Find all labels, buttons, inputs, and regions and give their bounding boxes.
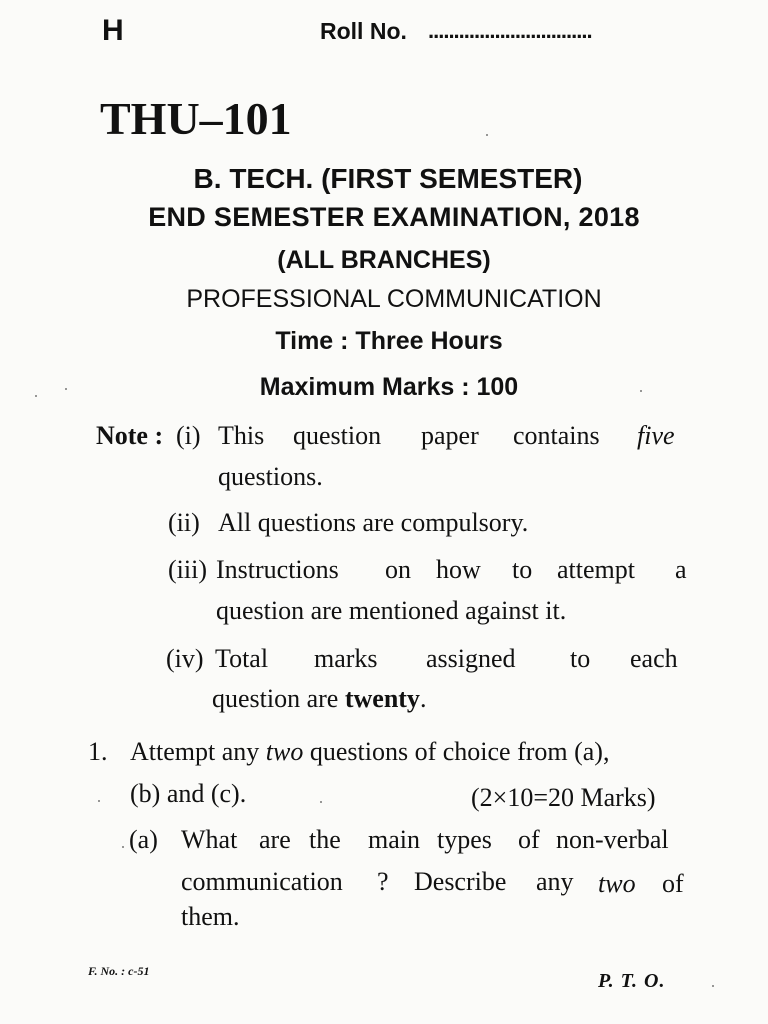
maximum-marks: Maximum Marks : 100 [259,373,519,401]
note-4-emphasis: twenty [344,684,420,713]
scan-speck [486,134,488,136]
paper-series: H [102,14,124,47]
note-3-word: a [675,555,687,584]
roll-number-label: Roll No. [320,18,407,44]
note-1-word: contains [513,421,600,450]
note-4-word: Total [215,644,269,673]
note-4-word: marks [314,644,378,673]
note-1-continuation: questions. [218,462,323,491]
scan-speck [320,801,322,803]
note-3-word: to [512,555,533,584]
question-1-marks: (2×10=20 Marks) [471,783,656,812]
subject-title: PROFESSIONAL COMMUNICATION [186,285,602,313]
note-1-word: This [218,421,265,450]
note-3-word: Instructions [216,555,339,584]
branches: (ALL BRANCHES) [277,246,491,274]
question-1-instruction [130,737,609,767]
question-1a-word: of [662,869,684,898]
question-1-options: (b) and (c). [130,779,247,808]
note-4-number: (iv) [166,644,204,673]
file-number: F. No. : c-51 [88,964,150,978]
note-3-number: (iii) [168,555,207,584]
scan-speck [35,395,37,397]
note-4-continuation-text: question are [212,684,345,713]
note-4-period: . [419,684,427,713]
question-1a-word: What [181,825,238,854]
please-turn-over: P. T. O. [598,970,666,992]
question-1a-word: non-verbal [556,825,669,854]
question-1a-word: of [518,825,540,854]
question-1a-label: (a) [129,825,158,854]
scan-speck [98,800,100,802]
question-1a-line-3: them. [181,902,240,931]
question-1a-emphasis: two [598,869,636,898]
note-3-word: on [385,555,411,584]
question-1-instruction-end: questions of choice from (a), [303,737,610,766]
note-2-number: (ii) [168,508,200,537]
question-1-number: 1. [88,737,108,766]
note-4-word: assigned [426,644,516,673]
question-1a-word: the [309,825,341,854]
note-3-word: attempt [557,555,635,584]
note-label: Note : [96,421,164,450]
scan-speck [122,846,124,848]
question-1a-word: communication [181,867,343,896]
note-2-text: All questions are compulsory. [218,508,529,537]
scan-speck [65,388,67,390]
question-1a-word: types [437,825,492,854]
note-1-emphasis: five [637,421,675,450]
scan-speck [640,390,642,392]
note-4-word: to [570,644,591,673]
roll-number-blank: ................................ [428,18,592,43]
note-1-word: question [293,421,382,450]
note-1-number: (i) [176,421,201,450]
question-1a-word: ? [377,867,389,896]
scan-speck [712,985,714,987]
paper-code: THU–101 [100,93,292,144]
question-1a-word: main [368,825,420,854]
note-4-continuation [212,684,426,714]
note-3-continuation: question are mentioned against it. [216,596,567,625]
exam-title: END SEMESTER EXAMINATION, 2018 [148,202,640,232]
question-1a-word: Describe [414,867,507,896]
exam-duration: Time : Three Hours [275,327,503,355]
question-1a-word: are [259,825,291,854]
note-3-word: how [436,555,481,584]
note-1-word: paper [421,421,479,450]
question-1-instruction-start: Attempt any [130,737,266,766]
question-1-emphasis: two [265,737,304,766]
note-4-word: each [630,644,678,673]
course-title: B. TECH. (FIRST SEMESTER) [193,163,583,194]
question-1a-word: any [536,867,574,896]
